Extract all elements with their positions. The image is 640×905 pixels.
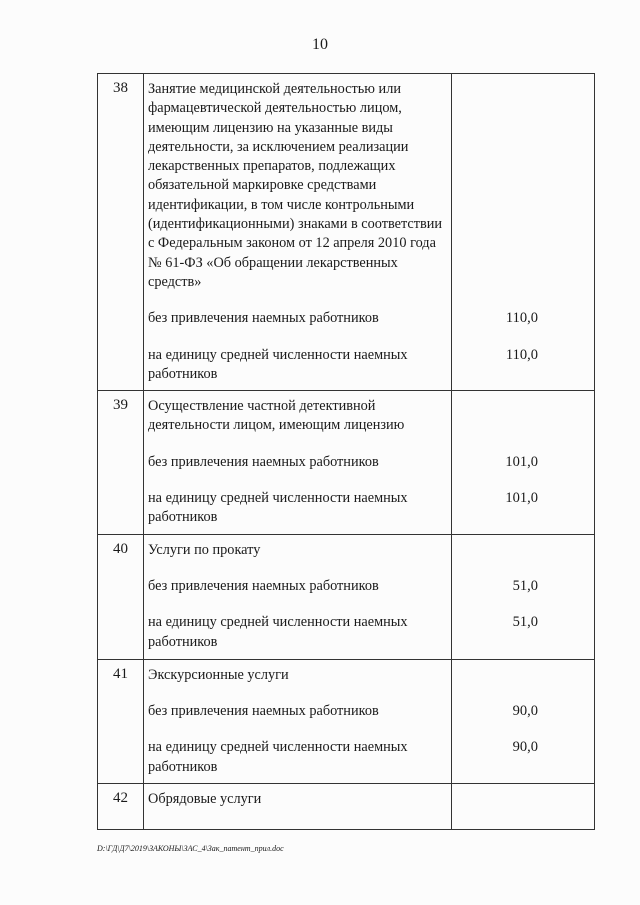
activity-title-line: Занятие медицинской деятельностью или <box>148 81 401 97</box>
activity-title-line: Услуги по прокату <box>148 541 261 558</box>
value-no-employees: 90,0 <box>512 702 538 719</box>
per-employee-label-line: на единицу средней численности наемных <box>148 614 408 631</box>
activity-title <box>148 541 451 560</box>
per-employee-label-line: на единицу средней численности наемных <box>148 739 408 756</box>
per-employee-label-line: на единицу средней численности наемных <box>148 346 408 363</box>
activity-description <box>144 391 452 534</box>
tax-rate-table <box>97 73 595 830</box>
value-no-employees: 51,0 <box>512 577 538 594</box>
per-employee-label-line: работников <box>148 365 218 382</box>
activity-title <box>148 80 451 292</box>
row-number: 42 <box>98 783 144 829</box>
value-no-employees: 101,0 <box>505 453 538 470</box>
rate-values <box>452 534 595 659</box>
activity-title-line: обязательной маркировке средствами <box>148 177 377 194</box>
per-employee-label <box>148 613 451 652</box>
activity-title-line: идентификации, в том числе контрольными <box>148 196 415 213</box>
table-row <box>98 391 595 534</box>
value-per-employee: 51,0 <box>512 614 538 631</box>
no-employees-label: без привлечения наемных работников <box>148 453 379 470</box>
activity-title-line: фармацевтической деятельностью лицом, <box>148 100 402 117</box>
page-number: 10 <box>312 36 328 53</box>
activity-title-line: средств» <box>148 273 202 290</box>
value-no-employees: 110,0 <box>505 310 538 327</box>
activity-title <box>148 397 451 436</box>
activity-description <box>144 534 452 659</box>
activity-description <box>144 74 452 391</box>
value-spacer <box>452 80 594 292</box>
rate-values <box>452 391 595 534</box>
table-row <box>98 534 595 659</box>
value-spacer <box>452 666 594 685</box>
file-path-footer: D:\ГД\Д7\2019\ЗАКОНЫ\ЗАС_4\Зак_патент_прил.doc <box>97 844 284 853</box>
activity-title-line: № 61-ФЗ «Об обращении лекарственных <box>148 254 398 271</box>
per-employee-label-line: работников <box>148 633 218 650</box>
activity-title-line: имеющим лицензию на указанные виды <box>148 119 393 136</box>
value-per-employee: 101,0 <box>505 490 538 507</box>
per-employee-label-line: на единицу средней численности наемных <box>148 490 408 507</box>
no-employees-label: без привлечения наемных работников <box>148 577 379 594</box>
value-per-employee: 110,0 <box>505 346 538 363</box>
activity-title-line: лекарственных препаратов, подлежащих <box>148 158 396 175</box>
value-per-employee: 90,0 <box>512 739 538 756</box>
row-number: 38 <box>98 74 144 391</box>
table-row <box>98 74 595 391</box>
no-employees-label: без привлечения наемных работников <box>148 702 379 719</box>
activity-title-line: Осуществление частной детективной <box>148 398 376 415</box>
rate-values <box>452 783 595 829</box>
activity-description <box>144 659 452 783</box>
value-spacer <box>452 541 594 560</box>
no-employees-label: без привлечения наемных работников <box>148 310 379 327</box>
row-number: 41 <box>98 659 144 783</box>
per-employee-label <box>148 489 451 528</box>
per-employee-label <box>148 738 451 777</box>
per-employee-label <box>148 346 451 385</box>
activity-title <box>148 666 451 685</box>
table-body <box>98 74 595 830</box>
value-spacer <box>452 397 594 436</box>
activity-title-line: с Федеральным законом от 12 апреля 2010 года <box>148 235 436 252</box>
activity-title-line: Экскурсионные услуги <box>148 666 289 683</box>
activity-title-line: (идентификационными) знаками в соответствии <box>148 216 443 233</box>
activity-title-line: деятельности лицом, имеющим лицензию <box>148 417 405 434</box>
table-row <box>98 659 595 783</box>
rate-values <box>452 659 595 783</box>
per-employee-label-line: работников <box>148 509 218 526</box>
table-row <box>98 783 595 829</box>
row-number: 40 <box>98 534 144 659</box>
activity-title-line: деятельности, за исключением реализации <box>148 138 409 155</box>
rate-values <box>452 74 595 391</box>
activity-title: Обрядовые услуги <box>144 783 452 829</box>
per-employee-label-line: работников <box>148 758 218 775</box>
row-number: 39 <box>98 391 144 534</box>
